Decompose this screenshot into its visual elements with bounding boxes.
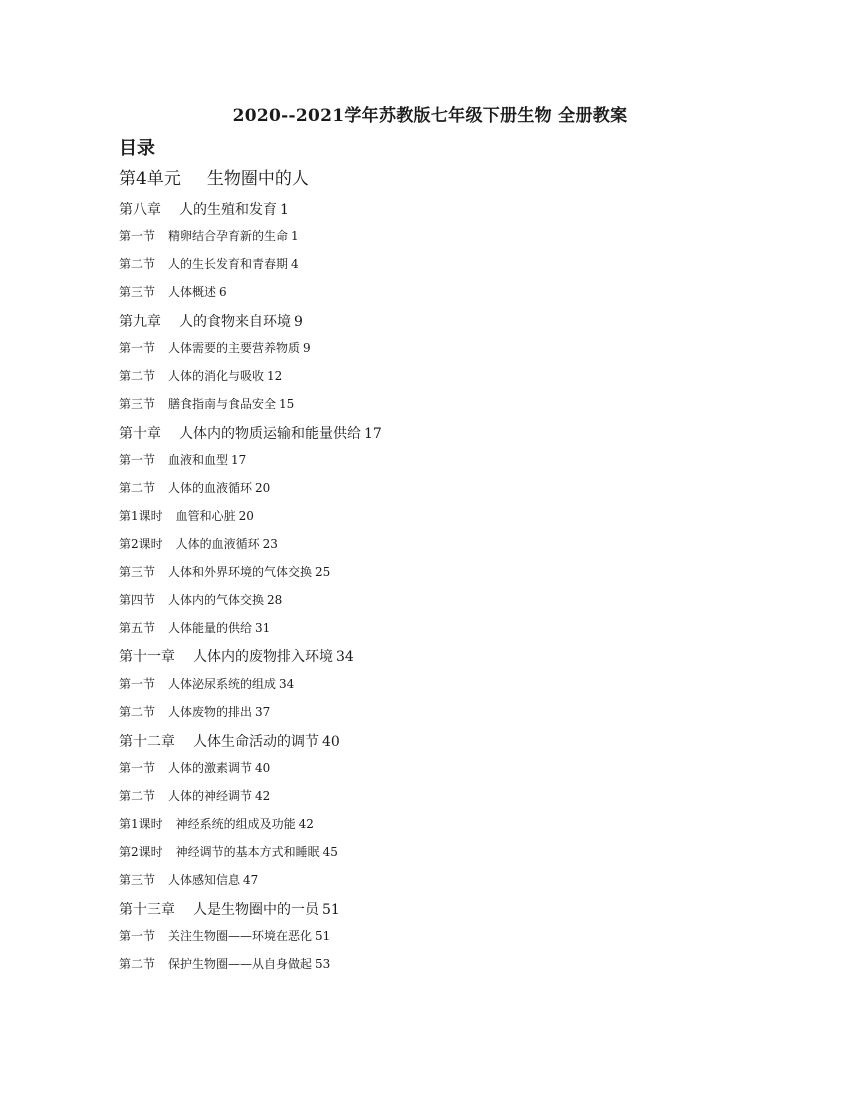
toc-entry-section	[119, 871, 258, 888]
toc-entry-page-number: 6	[219, 285, 227, 299]
toc-entry-section	[119, 255, 299, 272]
toc-entry-label: 第1课时	[119, 817, 163, 831]
toc-entry-title: 人的生殖和发育	[179, 202, 277, 218]
toc-entry-label: 第二节	[119, 789, 156, 803]
toc-entry-label: 第九章	[119, 314, 161, 330]
toc-entry-chapter	[119, 199, 289, 219]
toc-entry-section	[119, 451, 246, 468]
toc-entry-title: 人体概述	[168, 285, 217, 299]
toc-entry-page-number: 45	[322, 845, 338, 859]
toc-entry-page-number: 20	[238, 509, 254, 523]
toc-entry-unit	[119, 164, 309, 189]
toc-entry-title: 人体能量的供给	[168, 621, 253, 635]
toc-entry-title: 人的食物来自环境	[179, 314, 291, 330]
toc-entry-label: 第十二章	[119, 734, 175, 750]
toc-entry-label: 第十三章	[119, 902, 175, 918]
toc-entry-title: 人体的血液循环	[175, 537, 260, 551]
toc-entry-label: 第2课时	[119, 537, 163, 551]
toc-entry-page-number: 40	[322, 734, 340, 750]
toc-entry-title: 人体的血液循环	[168, 481, 253, 495]
toc-entry-page-number: 12	[267, 369, 283, 383]
toc-entry-chapter	[119, 899, 340, 919]
toc-entry-label: 第三节	[119, 285, 156, 299]
toc-entry-label: 第一节	[119, 677, 156, 691]
toc-entry-title: 神经系统的组成及功能	[175, 817, 296, 831]
toc-entry-label: 第四节	[119, 593, 156, 607]
toc-entry-section	[119, 563, 330, 580]
toc-entry-section	[119, 395, 294, 412]
toc-entry-title: 神经调节的基本方式和睡眠	[175, 845, 320, 859]
toc-entry-label: 第十一章	[119, 649, 175, 665]
toc-entry-section	[119, 619, 270, 636]
toc-entry-title: 人体生命活动的调节	[193, 734, 319, 750]
toc-entry-page-number: 47	[243, 873, 259, 887]
toc-entry-page-number: 23	[262, 537, 278, 551]
toc-entry-page-number: 1	[280, 202, 289, 218]
toc-entry-page-number: 9	[294, 314, 303, 330]
toc-entry-label: 第八章	[119, 202, 161, 218]
toc-entry-section	[119, 843, 338, 860]
toc-entry-page-number: 25	[315, 565, 331, 579]
toc-entry-label: 第二节	[119, 369, 156, 383]
toc-entry-section	[119, 479, 270, 496]
toc-entry-label: 第一节	[119, 929, 156, 943]
toc-entry-section	[119, 591, 282, 608]
toc-entry-title: 保护生物圈——从自身做起	[168, 957, 313, 971]
toc-entry-section	[119, 367, 282, 384]
toc-entry-page-number: 37	[255, 705, 271, 719]
toc-entry-section	[119, 927, 330, 944]
toc-entry-title: 人体需要的主要营养物质	[168, 341, 301, 355]
toc-entry-section	[119, 759, 270, 776]
toc-entry-page-number: 40	[255, 761, 271, 775]
toc-entry-section	[119, 675, 294, 692]
toc-entry-title: 人体泌尿系统的组成	[168, 677, 277, 691]
toc-entry-label: 第十章	[119, 426, 161, 442]
toc-entry-label: 第五节	[119, 621, 156, 635]
toc-entry-page-number: 15	[279, 397, 295, 411]
toc-entry-title: 人体内的物质运输和能量供给	[179, 426, 361, 442]
toc-entry-section	[119, 787, 270, 804]
toc-entry-label: 第二节	[119, 705, 156, 719]
toc-entry-title: 生物圈中的人	[206, 169, 309, 189]
toc-entry-label: 第一节	[119, 453, 156, 467]
toc-entry-page-number: 34	[336, 649, 354, 665]
toc-entry-page-number: 34	[279, 677, 295, 691]
toc-entry-page-number: 28	[267, 593, 283, 607]
toc-entry-label: 第2课时	[119, 845, 163, 859]
toc-entry-page-number: 42	[298, 817, 314, 831]
toc-entry-chapter	[119, 311, 303, 331]
toc-entry-page-number: 9	[303, 341, 311, 355]
toc-entry-title: 人的生长发育和青春期	[168, 257, 289, 271]
toc-entry-page-number: 51	[315, 929, 331, 943]
toc-entry-chapter	[119, 731, 340, 751]
toc-entry-page-number: 17	[364, 426, 382, 442]
toc-entry-label: 第二节	[119, 481, 156, 495]
toc-entry-title: 人体内的废物排入环境	[193, 649, 333, 665]
toc-entry-chapter	[119, 423, 382, 443]
toc-entry-label: 第三节	[119, 873, 156, 887]
toc-entry-page-number: 42	[255, 789, 271, 803]
toc-entry-title: 人体的激素调节	[168, 761, 253, 775]
toc-entry-label: 第二节	[119, 257, 156, 271]
toc-entry-section	[119, 227, 299, 244]
toc-entry-label: 第三节	[119, 397, 156, 411]
toc-entry-title: 人体的消化与吸收	[168, 369, 265, 383]
toc-entry-title: 人体的神经调节	[168, 789, 253, 803]
toc-entry-page-number: 4	[291, 257, 299, 271]
toc-entry-title: 人体感知信息	[168, 873, 241, 887]
toc-entry-page-number: 51	[322, 902, 340, 918]
toc-entry-label: 第一节	[119, 761, 156, 775]
toc-entry-title: 关注生物圈——环境在恶化	[168, 929, 313, 943]
toc-entry-page-number: 1	[291, 229, 299, 243]
document-title: 2020--2021学年苏教版七年级下册生物 全册教案	[232, 106, 628, 126]
toc-entry-title: 膳食指南与食品安全	[168, 397, 277, 411]
toc-entry-title: 人是生物圈中的一员	[193, 902, 319, 918]
toc-entry-title: 精卵结合孕育新的生命	[168, 229, 289, 243]
toc-entry-label: 第1课时	[119, 509, 163, 523]
toc-entry-chapter	[119, 646, 354, 666]
toc-entry-label: 第一节	[119, 341, 156, 355]
toc-entry-label: 第三节	[119, 565, 156, 579]
toc-heading: 目录	[119, 138, 155, 159]
toc-entry-label: 第4单元	[119, 169, 181, 189]
toc-entry-section	[119, 815, 314, 832]
toc-entry-title: 人体废物的排出	[168, 705, 253, 719]
toc-entry-section	[119, 703, 270, 720]
toc-entry-title: 血液和血型	[168, 453, 229, 467]
toc-entry-page-number: 53	[315, 957, 331, 971]
toc-entry-section	[119, 283, 227, 300]
toc-entry-title: 人体内的气体交换	[168, 593, 265, 607]
toc-entry-section	[119, 955, 330, 972]
toc-entry-page-number: 31	[255, 621, 271, 635]
toc-entry-section	[119, 339, 311, 356]
toc-entry-section	[119, 507, 254, 524]
toc-entry-label: 第一节	[119, 229, 156, 243]
toc-entry-page-number: 20	[255, 481, 271, 495]
toc-entry-label: 第二节	[119, 957, 156, 971]
toc-entry-title: 人体和外界环境的气体交换	[168, 565, 313, 579]
toc-entry-title: 血管和心脏	[175, 509, 236, 523]
toc-entry-page-number: 17	[231, 453, 247, 467]
toc-entry-section	[119, 535, 278, 552]
